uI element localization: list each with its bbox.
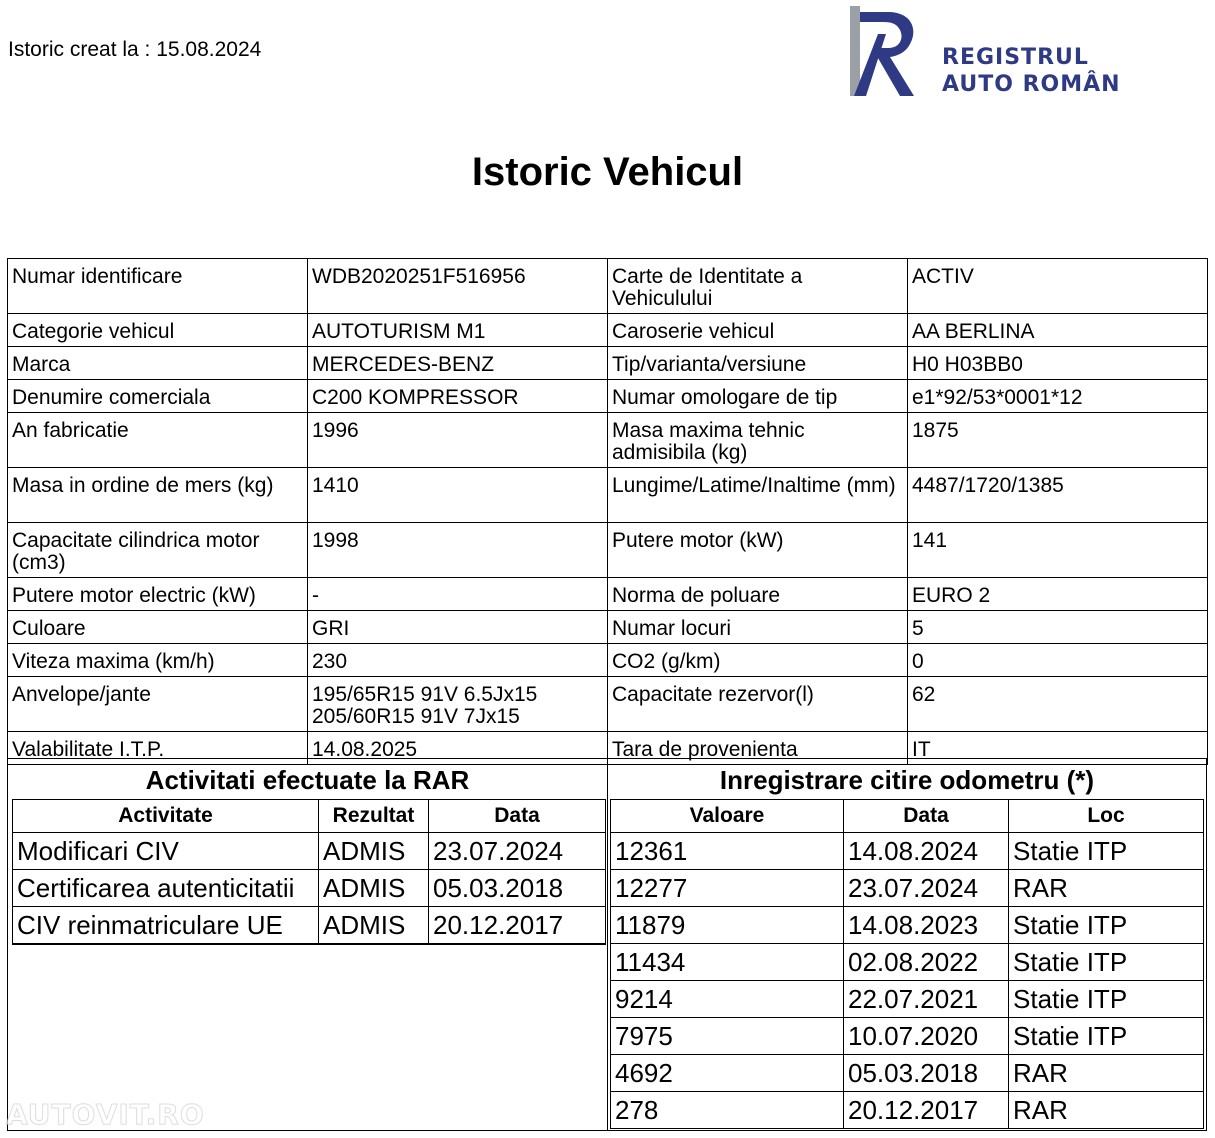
activities-table — [12, 799, 606, 945]
odometer-cell: Statie ITP — [1009, 1018, 1203, 1055]
watermark: AUTOVIT.RO — [6, 1098, 205, 1131]
spec-row — [8, 644, 1208, 677]
spec-label: Caroserie vehicul — [608, 314, 908, 347]
odometer-cell: 23.07.2024 — [844, 870, 1009, 907]
odometer-row — [611, 907, 1203, 944]
odometer-cell: 9214 — [611, 981, 844, 1018]
activity-header: Activitate — [13, 800, 319, 833]
odometer-cell: 14.08.2023 — [844, 907, 1009, 944]
activity-cell: ADMIS — [319, 833, 429, 870]
odometer-row — [611, 833, 1203, 870]
history-created-date: Istoric creat la : 15.08.2024 — [8, 38, 262, 61]
odometer-cell: Statie ITP — [1009, 833, 1203, 870]
spec-label: An fabricatie — [8, 413, 308, 468]
odometer-cell: Statie ITP — [1009, 981, 1203, 1018]
spec-label: CO2 (g/km) — [608, 644, 908, 677]
spec-value: 14.08.2025 — [308, 732, 608, 765]
spec-label: Numar omologare de tip — [608, 380, 908, 413]
spec-value: 62 — [908, 677, 1208, 732]
odometer-row — [611, 944, 1203, 981]
spec-value: e1*92/53*0001*12 — [908, 380, 1208, 413]
spec-label: Capacitate cilindrica motor (cm3) — [8, 523, 308, 578]
activities-title: Activitati efectuate la RAR — [145, 765, 470, 795]
odometer-cell: Statie ITP — [1009, 944, 1203, 981]
spec-label: Masa maxima tehnic admisibila (kg) — [608, 413, 908, 468]
spec-label: Numar identificare — [8, 259, 308, 314]
activity-cell: 05.03.2018 — [429, 870, 605, 907]
odometer-table — [610, 799, 1204, 1129]
spec-value: 230 — [308, 644, 608, 677]
odometer-cell: 12277 — [611, 870, 844, 907]
spec-label: Tip/varianta/versiune — [608, 347, 908, 380]
activity-cell: ADMIS — [319, 907, 429, 944]
odometer-cell: 20.12.2017 — [844, 1092, 1009, 1128]
spec-value: 1410 — [308, 468, 608, 523]
vehicle-specs-table — [7, 258, 1208, 765]
spec-label: Valabilitate I.T.P. — [8, 732, 308, 765]
bottom-panels — [7, 758, 1207, 1131]
spec-value: H0 H03BB0 — [908, 347, 1208, 380]
odometer-cell: RAR — [1013, 1094, 1068, 1125]
activity-header: Data — [429, 800, 605, 833]
spec-value: 141 — [908, 523, 1208, 578]
spec-value: MERCEDES-BENZ — [308, 347, 608, 380]
spec-label: Numar locuri — [608, 611, 908, 644]
spec-value: ACTIV — [908, 259, 1208, 314]
spec-label: Lungime/Latime/Inaltime (mm) — [608, 468, 908, 523]
activity-cell: 20.12.2017 — [429, 907, 605, 944]
spec-value: 195/65R15 91V 6.5Jx15 205/60R15 91V 7Jx15 — [308, 677, 608, 732]
rar-logo-mark-icon — [848, 4, 938, 100]
odometer-cell: 05.03.2018 — [844, 1055, 1009, 1092]
spec-label: Masa in ordine de mers (kg) — [8, 468, 308, 523]
odometer-header: Loc — [1009, 800, 1203, 833]
activity-row — [13, 870, 605, 907]
odometer-cell: RAR — [1009, 1055, 1203, 1092]
odometer-cell: 22.07.2021 — [844, 981, 1009, 1018]
activity-header: Rezultat — [319, 800, 429, 833]
spec-value: 0 — [908, 644, 1208, 677]
odometer-cell: RAR — [1009, 870, 1203, 907]
odometer-cell: 02.08.2022 — [844, 944, 1009, 981]
odometer-cell: 10.07.2020 — [844, 1018, 1009, 1055]
activity-cell: Modificari CIV — [13, 833, 319, 870]
odometer-cell: 14.08.2024 — [844, 833, 1009, 870]
activity-cell: ADMIS — [319, 870, 429, 907]
spec-label: Carte de Identitate a Vehiculului — [608, 259, 908, 314]
spec-row — [8, 413, 1208, 468]
odometer-cell: 11434 — [611, 944, 844, 981]
spec-value: EURO 2 — [908, 578, 1208, 611]
activity-row — [13, 833, 605, 870]
spec-value: 5 — [908, 611, 1208, 644]
odometer-cell: 4692 — [611, 1055, 844, 1092]
odometer-row — [611, 1092, 1203, 1128]
spec-row — [8, 677, 1208, 732]
spec-row — [8, 611, 1208, 644]
spec-row — [8, 259, 1208, 314]
spec-row — [8, 380, 1208, 413]
odometer-title: Inregistrare citire odometru (*) — [719, 765, 1095, 795]
activity-cell: CIV reinmatriculare UE — [13, 907, 319, 944]
spec-row — [8, 468, 1208, 523]
activities-panel — [8, 759, 608, 1130]
spec-label: Capacitate rezervor(l) — [608, 677, 908, 732]
spec-label: Norma de poluare — [608, 578, 908, 611]
logo-line-2: AUTO ROMÂN — [942, 72, 1121, 97]
spec-row — [8, 314, 1208, 347]
spec-label: Culoare — [8, 611, 308, 644]
odometer-row — [611, 981, 1203, 1018]
activity-cell: Certificarea autenticitatii — [13, 870, 319, 907]
spec-value: 1998 — [308, 523, 608, 578]
spec-value: GRI — [308, 611, 608, 644]
spec-label: Categorie vehicul — [8, 314, 308, 347]
spec-value: 1996 — [308, 413, 608, 468]
spec-label: Putere motor electric (kW) — [8, 578, 308, 611]
spec-label: Denumire comerciala — [8, 380, 308, 413]
odometer-row — [611, 1018, 1203, 1055]
odometer-header: Valoare — [611, 800, 844, 833]
spec-value: AUTOTURISM M1 — [308, 314, 608, 347]
odometer-row — [611, 870, 1203, 907]
spec-row — [8, 578, 1208, 611]
odometer-cell: Statie ITP — [1009, 907, 1203, 944]
spec-row — [8, 347, 1208, 380]
spec-label: Anvelope/jante — [8, 677, 308, 732]
spec-label: Viteza maxima (km/h) — [8, 644, 308, 677]
odometer-row — [611, 1055, 1203, 1092]
spec-value: AA BERLINA — [908, 314, 1208, 347]
spec-value: WDB2020251F516956 — [308, 259, 608, 314]
odometer-cell: 7975 — [611, 1018, 844, 1055]
spec-value: 4487/1720/1385 — [908, 468, 1208, 523]
activity-cell: 23.07.2024 — [429, 833, 605, 870]
rar-logo — [848, 4, 1138, 104]
spec-value: - — [308, 578, 608, 611]
spec-row — [8, 523, 1208, 578]
activity-row — [13, 907, 605, 944]
spec-value: IT — [908, 732, 1208, 765]
odometer-cell: 12361 — [611, 833, 844, 870]
spec-label: Putere motor (kW) — [608, 523, 908, 578]
spec-value: C200 KOMPRESSOR — [308, 380, 608, 413]
spec-label: Marca — [8, 347, 308, 380]
odometer-cell: 11879 — [611, 907, 844, 944]
spec-label: Tara de provenienta — [608, 732, 908, 765]
odometer-header: Data — [844, 800, 1009, 833]
odometer-panel — [608, 759, 1206, 1130]
page-title: Istoric Vehicul — [471, 150, 744, 194]
logo-line-1: REGISTRUL — [942, 45, 1089, 70]
odometer-cell: 278 — [611, 1092, 844, 1128]
spec-value: 1875 — [908, 413, 1208, 468]
